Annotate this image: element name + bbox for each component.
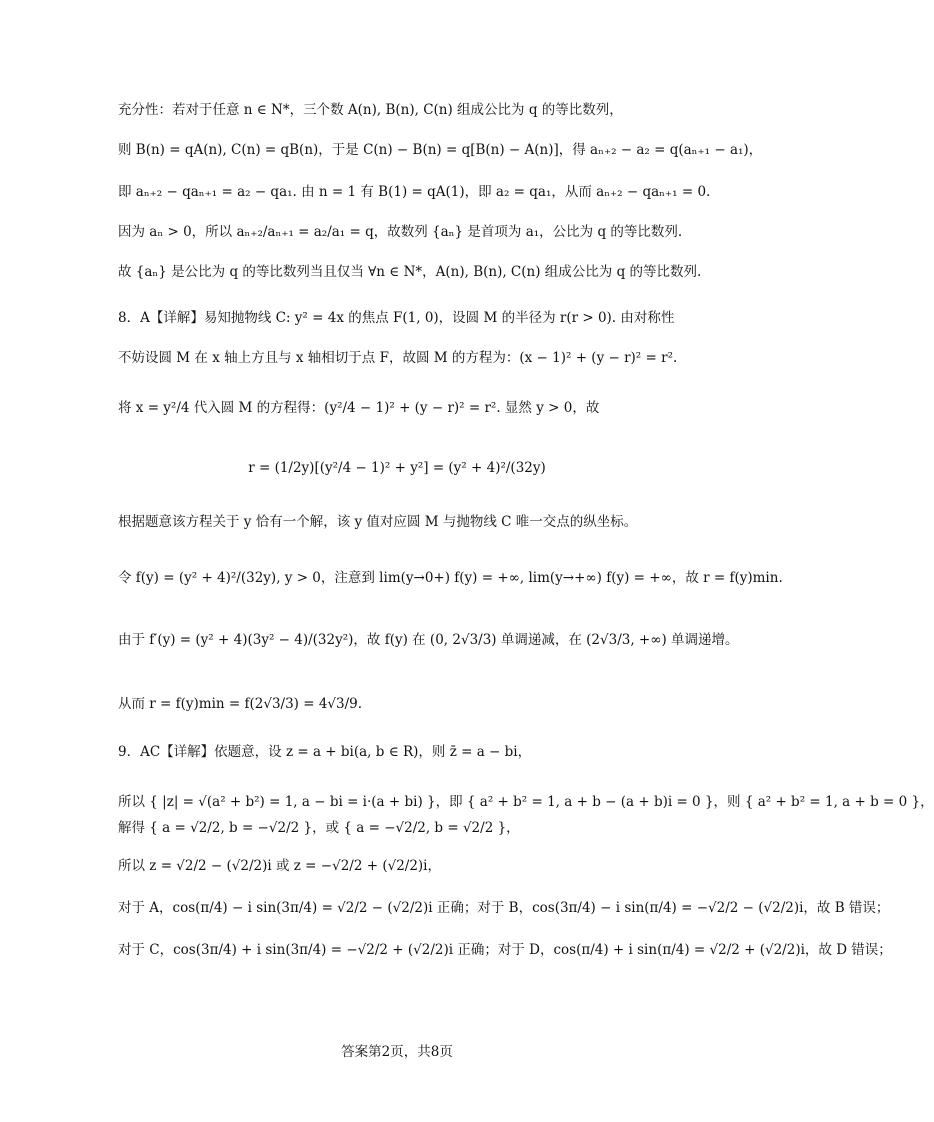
text-line-17: 所以 z = √2/2 − (√2/2)i 或 z = −√2/2 + (√2/2)i， bbox=[118, 858, 442, 874]
text-line-1: 充分性：若对于任意 n ∈ N*，三个数 A(n), B(n), C(n) 组成公比为 q 的等比数列， bbox=[118, 102, 623, 118]
text-line-2: 则 B(n) = qA(n), C(n) = qB(n)，于是 C(n) − B(n) = q[B(n) − A(n)]，得 aₙ₊₂ − a₂ = q(aₙ₊₁ − a₁)， bbox=[118, 142, 763, 158]
text-line-8: 将 x = y²/4 代入圆 M 的方程得：(y²/4 − 1)² + (y − r)² = r². 显然 y > 0，故 bbox=[118, 400, 600, 416]
text-line-10: 根据题意该方程关于 y 恰有一个解，该 y 值对应圆 M 与抛物线 C 唯一交点的纵坐标。 bbox=[118, 514, 638, 530]
text-line-7: 不妨设圆 M 在 x 轴上方且与 x 轴相切于点 F，故圆 M 的方程为：(x − 1)² + (y − r)² = r². bbox=[118, 350, 678, 366]
text-line-15: 所以 { |z| = √(a² + b²) = 1, a − bi = i·(a + bi) }，即 { a² + b² = 1, a + b − (a + b)i = 0 }，则 { a² + b² = 1, a + b = 0 }， bbox=[118, 794, 934, 810]
text-line-13: 从而 r = f(y)min = f(2√3/3) = 4√3/9. bbox=[118, 696, 363, 712]
text-line-5: 故 {aₙ} 是公比为 q 的等比数列当且仅当 ∀n ∈ N*，A(n), B(n), C(n) 组成公比为 q 的等比数列. bbox=[118, 264, 702, 280]
display-equation-r: r = (1/2y)[(y²/4 − 1)² + y²] = (y² + 4)²/(32y) bbox=[248, 460, 546, 476]
text-line-11: 令 f(y) = (y² + 4)²/(32y), y > 0，注意到 lim(y→0+) f(y) = +∞, lim(y→+∞) f(y) = +∞，故 r = f(y)min. bbox=[118, 570, 783, 586]
text-line-4: 因为 aₙ > 0，所以 aₙ₊₂/aₙ₊₁ = a₂/a₁ = q，故数列 {aₙ} 是首项为 a₁，公比为 q 的等比数列. bbox=[118, 224, 683, 240]
page-footer: 答案第2页，共8页 bbox=[341, 1044, 453, 1060]
text-line-16: 解得 { a = √2/2, b = −√2/2 }，或 { a = −√2/2, b = √2/2 }， bbox=[118, 820, 520, 836]
problem-9-heading: 9．AC【详解】依题意，设 z = a + bi(a, b ∈ R)，则 z̄ = a − bi， bbox=[118, 744, 532, 760]
text-line-3: 即 aₙ₊₂ − qaₙ₊₁ = a₂ − qa₁. 由 n = 1 有 B(1) = qA(1)，即 a₂ = qa₁，从而 aₙ₊₂ − qaₙ₊₁ = 0. bbox=[118, 184, 711, 200]
problem-8-heading: 8．A【详解】易知抛物线 C: y² = 4x 的焦点 F(1, 0)，设圆 M 的半径为 r(r > 0). 由对称性 bbox=[118, 310, 675, 326]
text-line-19: 对于 C，cos(3π/4) + i sin(3π/4) = −√2/2 + (√2/2)i 正确；对于 D，cos(π/4) + i sin(π/4) = √2/2 + (√2/2)i，故 D 错误； bbox=[118, 942, 892, 958]
text-line-18: 对于 A，cos(π/4) − i sin(3π/4) = √2/2 − (√2/2)i 正确；对于 B，cos(3π/4) − i sin(π/4) = −√2/2 − (√2/2)i，故 B 错误； bbox=[118, 900, 890, 916]
text-line-12: 由于 f′(y) = (y² + 4)(3y² − 4)/(32y²)，故 f(y) 在 (0, 2√3/3) 单调递减，在 (2√3/3, +∞) 单调递增。 bbox=[118, 632, 739, 648]
